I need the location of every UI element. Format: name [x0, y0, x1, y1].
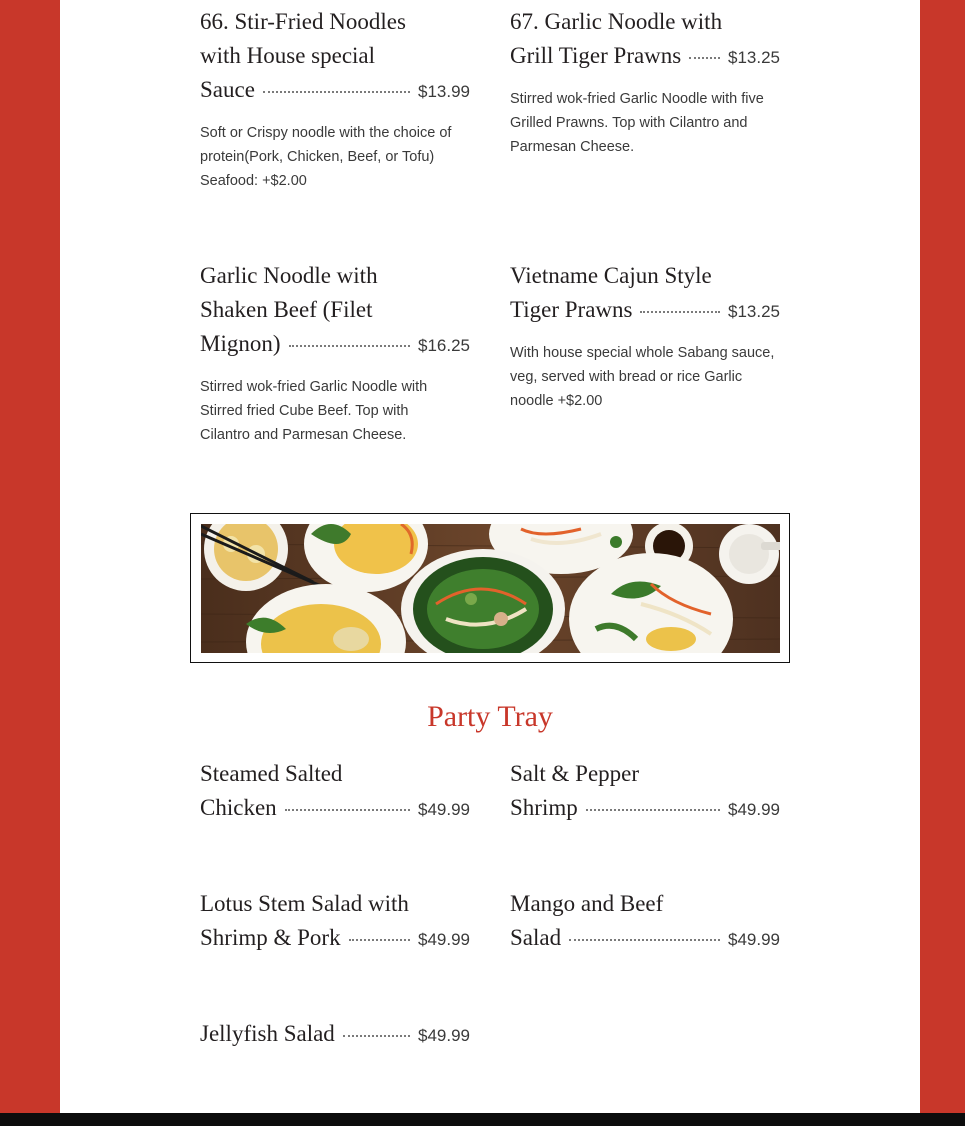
- dot-leader: [640, 311, 720, 313]
- menu-item-67: [510, 5, 780, 159]
- food-photo-illustration: [201, 524, 780, 653]
- food-banner: [190, 513, 790, 663]
- item-title-last: Shrimp: [510, 795, 578, 820]
- item-title-last: Salad: [510, 925, 562, 950]
- item-title-last: Sauce: [200, 77, 255, 102]
- item-price: $13.25: [728, 302, 780, 321]
- section-title-party-tray: Party Tray: [427, 700, 553, 733]
- item-title-last: Tiger Prawns: [510, 297, 633, 322]
- item-title-last: Mignon): [200, 331, 281, 356]
- party-item-mango-beef-salad: Mango and Beef Salad $49.99: [510, 887, 780, 957]
- item-price: $49.99: [728, 800, 780, 819]
- party-item-jellyfish-salad: [200, 1017, 470, 1053]
- item-description: Stirred wok-fried Garlic Noodle with five Grilled Prawns. Top with Cilantro and Parmesan Cheese.: [510, 91, 764, 155]
- dot-leader: [263, 91, 410, 93]
- food-photo: [201, 524, 780, 653]
- dot-leader: [289, 345, 411, 347]
- item-price: $49.99: [418, 930, 470, 949]
- item-title: Vietname Cajun Style Tiger Prawns $13.25: [510, 259, 780, 329]
- item-description: Soft or Crispy noodle with the choice of protein(Pork, Chicken, Beef, or Tofu) Seafood: +$2.00: [200, 125, 452, 189]
- item-title-last: Grill Tiger Prawns: [510, 43, 682, 68]
- item-price: $49.99: [418, 1026, 470, 1045]
- dot-leader: [689, 57, 720, 59]
- dot-leader: [285, 809, 410, 811]
- menu-item-cajun-prawns: [510, 259, 780, 413]
- bottom-bar: [0, 1113, 965, 1126]
- item-title: 66. Stir-Fried Noodles with House special Sauce $13.99: [200, 5, 470, 109]
- party-item-salt-pepper-shrimp: Salt & Pepper Shrimp $49.99: [510, 757, 780, 827]
- item-price: $49.99: [418, 800, 470, 819]
- dot-leader: [569, 939, 720, 941]
- item-price: $16.25: [418, 336, 470, 355]
- party-item-lotus-stem-salad: Lotus Stem Salad with Shrimp & Pork $49.99: [200, 887, 470, 957]
- item-title: 67. Garlic Noodle with Grill Tiger Prawns $13.25: [510, 5, 780, 75]
- item-title-last: Chicken: [200, 795, 277, 820]
- item-price: $49.99: [728, 930, 780, 949]
- dot-leader: [343, 1035, 410, 1037]
- item-description: With house special whole Sabang sauce, veg, served with bread or rice Garlic noodle +$2.00: [510, 345, 775, 409]
- dot-leader: [349, 939, 410, 941]
- item-price: $13.99: [418, 82, 470, 101]
- item-title: Garlic Noodle with Shaken Beef (Filet Mignon) $16.25: [200, 259, 470, 363]
- menu-item-garlic-shaken-beef: [200, 259, 470, 447]
- menu-item-66: [200, 5, 470, 193]
- item-title-last: Shrimp & Pork: [200, 925, 341, 950]
- item-description: Stirred wok-fried Garlic Noodle with Stirred fried Cube Beef. Top with Cilantro and Parmesan Cheese.: [200, 379, 428, 443]
- dot-leader: [586, 809, 720, 811]
- item-title-last: Jellyfish Salad: [200, 1021, 335, 1046]
- item-price: $13.25: [728, 48, 780, 67]
- party-item-steamed-chicken: Steamed Salted Chicken $49.99: [200, 757, 470, 827]
